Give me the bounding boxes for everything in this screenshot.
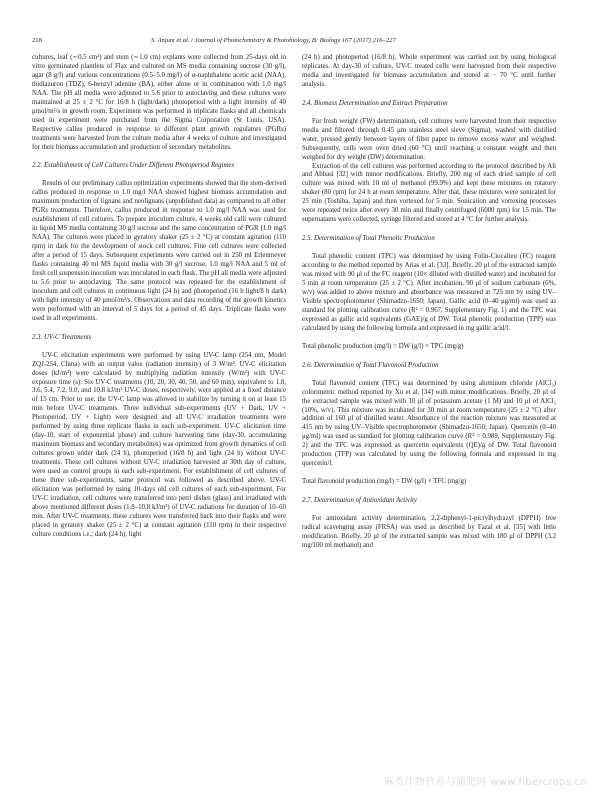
paragraph-cell-cultures: Results of our preliminary callus optimization experiments showed that the stem-derived callus produced in response to 1.0 mg/l NAA showed highest biomass accumulation and maximum production of lignans and neolignans (unpublished data) as compared to all other PGRs treatments. Therefore, callus produced in response to 1.0 mg/l NAA was used for establishment of cell cultures. To prepare inoculum culture, 4 weeks old calli were cultured in liquid MS media containing 30 g/l sucrose and the same concentration of PGR (1.0 mg/l NAA). The cultures were placed in gyratory shaker (25 ± 2 °C) at constant agitation (110 rpm) in dark for the development of stock cell cultures. Fine cell cultures were collected after a period of 15 days. Subsequent experiments were carried out in 250 ml Erlenmeyer flasks containing 40 ml MS liquid media with 30 g/l sucrose, 1.0 mg/l NAA and 5 ml of fresh cell suspension inoculum was inoculated in each flask. The pH all media were adjusted to 5.6 prior to autoclaving. The same protocol was repeated for the establishment of inoculum and cell cultures in continuous light (24 h) and photoperiod (16 h light/8 h dark) with light intensity of 40 μmol/m²/s. Observations and data recording of the growth kinetics were performed with an interval of 5 days for a period of 45 days. Triplicate flasks were used in all experiments. xyxy=(32,180,286,322)
paragraph-extraction: Extraction of the cell cultures was performed according to the protocol described by Ali and Abbasi [32] with minor modifications. Briefly, 200 mg of each dried sample of cell culture was mixed with 10 ml of methanol (99.9%) and kept these mixtures on rotatory shaker (80 rpm) for 24 h at room temperature. After that, these mixtures were sonicated for 25 min (Toshiba, Japan) and then vortexed for 5 min. Sonication and vortexing processes were repeated twice after every 30 min and finally centrifuged (6000 rpm) for 15 min. The supernatants were collected, syringe filtered and stored at 4 °C for further analysis. xyxy=(302,162,556,224)
right-column xyxy=(302,54,556,551)
paragraph-harvest: (24 h) and photoperiod (16/8 h). Whole experiment was carried out by using biological replicates. At day-30 of culture, UV-C treated cells were harvested from their respective media and investigated for biomass accumulation and stored at − 70 °C until further analysis. xyxy=(302,54,556,88)
paragraph-fresh-weight: For fresh weight (FW) determination, cell cultures were harvested from their respective media and filtered through 0.45 μm stainless steel sieve (Sigma), washed with distilled water, pressed gently between layers of filter paper to remove excess water and weighed. Subsequently, cells were oven dried (60 °C) until reaching a constant weight and then weighed for dry weight (DW) determination. xyxy=(302,117,556,161)
running-title: S. Anjum et al. / Journal of Photochemistry & Photobiology, B: Biology 167 (2017) 216–227 xyxy=(151,37,396,44)
section-heading-2-3: 2.3. UV-C Treatments xyxy=(32,333,92,341)
paragraph-uvc-treatments: UV-C elicitation experiments were performed by using UV-C lamp (254 nm, Model ZQJ-254, China) with an output value (radiation intensity) of 3 W/m². UV-C elicitation doses (kJ/m²) were calculated by multiplying radiation intensity (W/m²) with UV-C exposure time (s). Six UV-C treatments (10, 20, 30, 40, 50, and 60 min), equivalent to 1.8, 3.6, 5.4, 7.2, 9.0, and 10.8 kJ/m² UV-C doses, respectively, were applied at a fixed distance of 15 cm. Prior to use, the UV-C lamp was allowed to stabilize by turning it on at least 15 min before UV-C treatments. Three individual sub-experiments (UV + Dark, UV + Photoperiod, UV + Light) were designed and all UV-C irradiation treatments were performed by using three replicate flasks in each sub-experiment. UV-C elicitation time (day-10, start of exponential phase) and culture harvesting time (day-30, accumulating maximum biomass and secondary metabolites) was optimized from growth dynamics of cell cultures grown under dark (24 h), photoperiod (16/8 h) and light (24 h) without UV-C treatments. These cell cultures without UV-C irradiation harvested at 30th day of culture, were used as control groups in each sub-experiment. For establishment of cell cultures of these three sub-experiments, same protocol was followed as described above. UV-C elicitation was performed by using 10-days old cell cultures of each sub-experiment. For UV-C irradiation, cell cultures were transferred into petri dishes (glass) and irradiated with above mentioned different doses (1.8–10.8 kJ/m²) of UV-C radiations for duration of 10–60 min. After UV-C treatments, these cultures were transferred back into their flasks and were placed in gyratory shaker (25 ± 2 °C) at constant agitation (110 rpm) in their respective culture conditions i.e.; dark (24 h), light xyxy=(32,351,286,538)
site-watermark: 麻类作物营养与施肥网 www.fibercrops.cn xyxy=(383,777,587,788)
section-heading-2-4: 2.4. Biomass Determination and Extract Preparation xyxy=(302,99,448,107)
page-number: 218 xyxy=(32,37,42,44)
section-heading-2-5: 2.5. Determination of Total Phenolic Production xyxy=(302,235,435,243)
equation-flavonoid-production: Total flavonoid production (mg/l) = DW (g/l) × TFC (mg/g) xyxy=(302,478,467,486)
section-heading-2-6: 2.6. Determination of Total Flavonoid Production xyxy=(302,361,439,369)
left-column xyxy=(32,54,286,540)
equation-phenolic-production: Total phenolic production (mg/l) = DW (g/l) × TPC (mg/g) xyxy=(302,342,464,350)
paragraph-total-flavonoid: Total flavonoid content (TFC) was determined by using aluminum chloride (AlCl₃) colorimetric method reported by Xu et al. [34] with minor modifications. Briefly, 20 μl of the extracted sample was mixed with 10 μl of potassium acetate (1 M) and 10 μl of AlCl₃ (10%, w/v). This mixture was incubated for 30 min at room temperature (25 ± 2 °C) after addition of 160 μl of distilled water. Absorbance of the reaction mixture was measured at 415 nm by using UV–Visible spectrophotometer (Shimadzu-1650; Japan). Quercetin (0–40 μg/ml) was used as standard for plotting calibration curve (R² = 0.989, Supplementary Fig. 2) and the TFC was expressed as quercetin equivalents (QE)/g of DW. Total flavonoid production (TFP) was calculated by using the following formula and expressed in mg quercetin/l. xyxy=(302,379,556,468)
paragraph-total-phenolic: Total phenolic content (TPC) was determined by using Folin-Ciocalteu (FC) reagent according to the method reported by Arias et al. [33]. Briefly, 20 μl of the extracted sample was mixed with 90 μl of the FC reagent (10× diluted with distilled water) and incubated for 5 min at room temperature (25 ± 2 °C). After incubation, 90 μl of sodium carbonate (6%, w/v) was added to above mixture and absorbance was measured at 725 nm by using UV–Visible spectrophotometer (Shimadzu-1650; Japan). Gallic acid (0–40 μg/ml) was used as standard for plotting calibration curve (R² = 0.967, Supplementary Fig. 1) and the TPC was expressed as gallic acid equivalents (GAE)/g of DW. Total phenolic production (TPP) was calculated by using the following formula and expressed in mg gallic acid/l. xyxy=(302,253,556,332)
paragraph-explant-culture: cultures, leaf (∼0.5 cm²) and stem (∼1.0 cm) explants were collected from 25-days old in vitro germinated plantlets of Flax and cultured on MS media containing sucrose (30 g/l), agar (8 g/l) and various concentrations (0.5–5.0 mg/l) of α-naphthalene acetic acid (NAA), thidiazuron (TDZ), 6-benzyl adenine (BA), either alone or in combination with 1.0 mg/l NAA. The pH all media were adjusted to 5.6 prior to autoclaving and these cultures were maintained at 25 ± 2 °C for 16/8 h (light/dark) photoperiod with a light intensity of 40 μmol/m²/s in growth room. Experiment was performed in triplicate flasks and all chemicals used in experiment were purchased from the Sigma Corporation (St Louis, USA). Respective callus produced in response to different plant growth regulators (PGRs) treatments were harvested from the culture media after 4 weeks of culture and investigated for their biomass accumulation and production of secondary metabolites. xyxy=(32,54,286,151)
section-heading-2-2: 2.2. Establishment of Cell Cultures Under Different Photoperiod Regimes xyxy=(32,162,235,170)
section-heading-2-7: 2.7. Determination of Antioxidant Activity xyxy=(302,497,417,505)
paragraph-antioxidant-activity: For antioxidant activity determination, 2,2-diphenyl-1-picrylhydrazyl (DPPH) free radical scavenging assay (FRSA) was used as described by Fazal et al. [35] with little modification. Briefly, 20 μl of the extracted sample was mixed with 180 μl of DPPH (3.2 mg/100 ml methanol) and xyxy=(302,515,556,549)
